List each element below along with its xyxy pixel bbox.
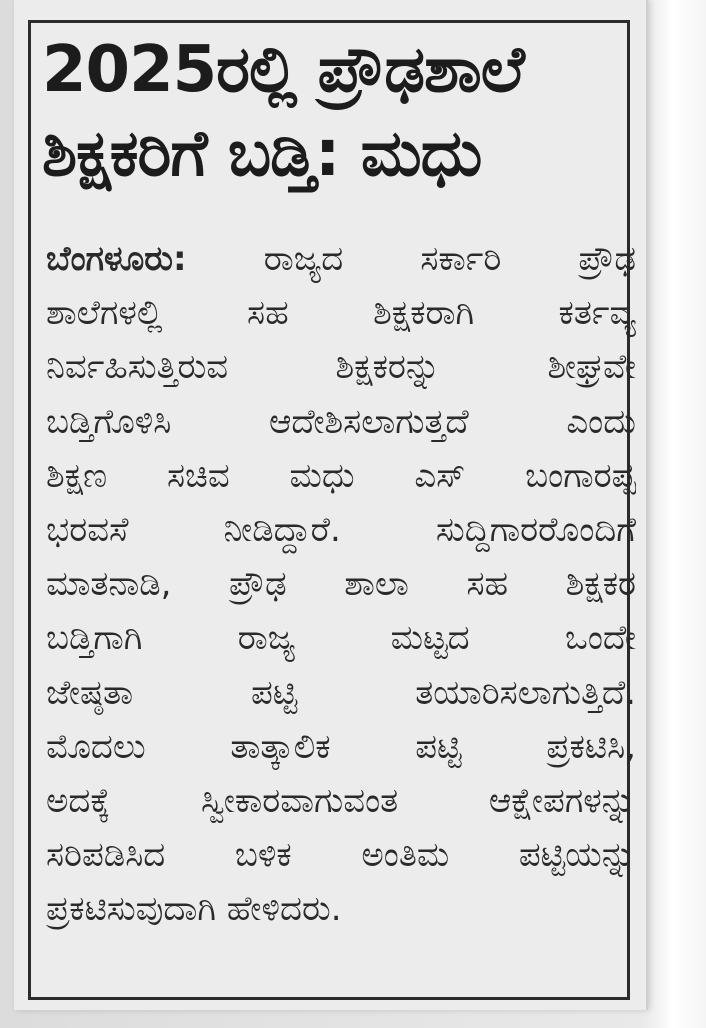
body-line-11: ಅದಕ್ಕೆ ಸ್ವೀಕಾರವಾಗುವಂತ ಆಕ್ಷೇಪಗಳನ್ನು [46,781,636,822]
body-line-9: ಜೇಷ್ಠತಾ ಪಟ್ಟಿ ತಯಾರಿಸಲಾಗುತ್ತಿದೆ. [46,672,636,713]
body-line-3: ನಿರ್ವಹಿಸುತ್ತಿರುವ ಶಿಕ್ಷಕರನ್ನು ಶೀಘ್ರವೇ [46,347,636,388]
headline [42,28,632,196]
newspaper-clipping [14,0,648,1010]
headline-line-1: 2025ರಲ್ಲಿ ಪ್ರೌಢಶಾಲೆ [42,33,524,107]
body-line-7: ಮಾತನಾಡಿ, ಪ್ರೌಢ ಶಾಲಾ ಸಹ ಶಿಕ್ಷಕರ [46,564,636,605]
body-line-12: ಸರಿಪಡಿಸಿದ ಬಳಿಕ ಅಂತಿಮ ಪಟ್ಟಿಯನ್ನು [46,835,636,876]
body-line-6: ಭರವಸೆ ನೀಡಿದ್ದಾರೆ. ಸುದ್ದಿಗಾರರೊಂದಿಗೆ [46,510,636,551]
body-line-2: ಶಾಲೆಗಳಲ್ಲಿ ಸಹ ಶಿಕ್ಷಕರಾಗಿ ಕರ್ತವ್ಯ [46,293,636,334]
article-body [46,232,636,937]
dateline: ಬೆಂಗಳೂರು: [46,239,187,279]
body-line-1-text: ರಾಜ್ಯದ ಸರ್ಕಾರಿ ಪ್ರೌಢ [263,239,636,279]
body-line-8: ಬಡ್ತಿಗಾಗಿ ರಾಜ್ಯ ಮಟ್ಟದ ಒಂದೇ [46,618,636,659]
body-line-5: ಶಿಕ್ಷಣ ಸಚಿವ ಮಧು ಎಸ್ ಬಂಗಾರಪ್ಪ [46,455,636,496]
body-line-13: ಪ್ರಕಟಿಸುವುದಾಗಿ ಹೇಳಿದರು. [46,889,342,930]
body-line-4: ಬಡ್ತಿಗೊಳಿಸಿ ಆದೇಶಿಸಲಾಗುತ್ತದೆ ಎಂದು [46,401,636,442]
headline-line-2: ಶಿಕ್ಷಕರಿಗೆ ಬಡ್ತಿ: ಮಧು [42,117,482,191]
body-line-1 [46,232,636,286]
body-line-10: ಮೊದಲು ತಾತ್ಕಾಲಿಕ ಪಟ್ಟಿ ಪ್ರಕಟಿಸಿ, [46,726,636,767]
